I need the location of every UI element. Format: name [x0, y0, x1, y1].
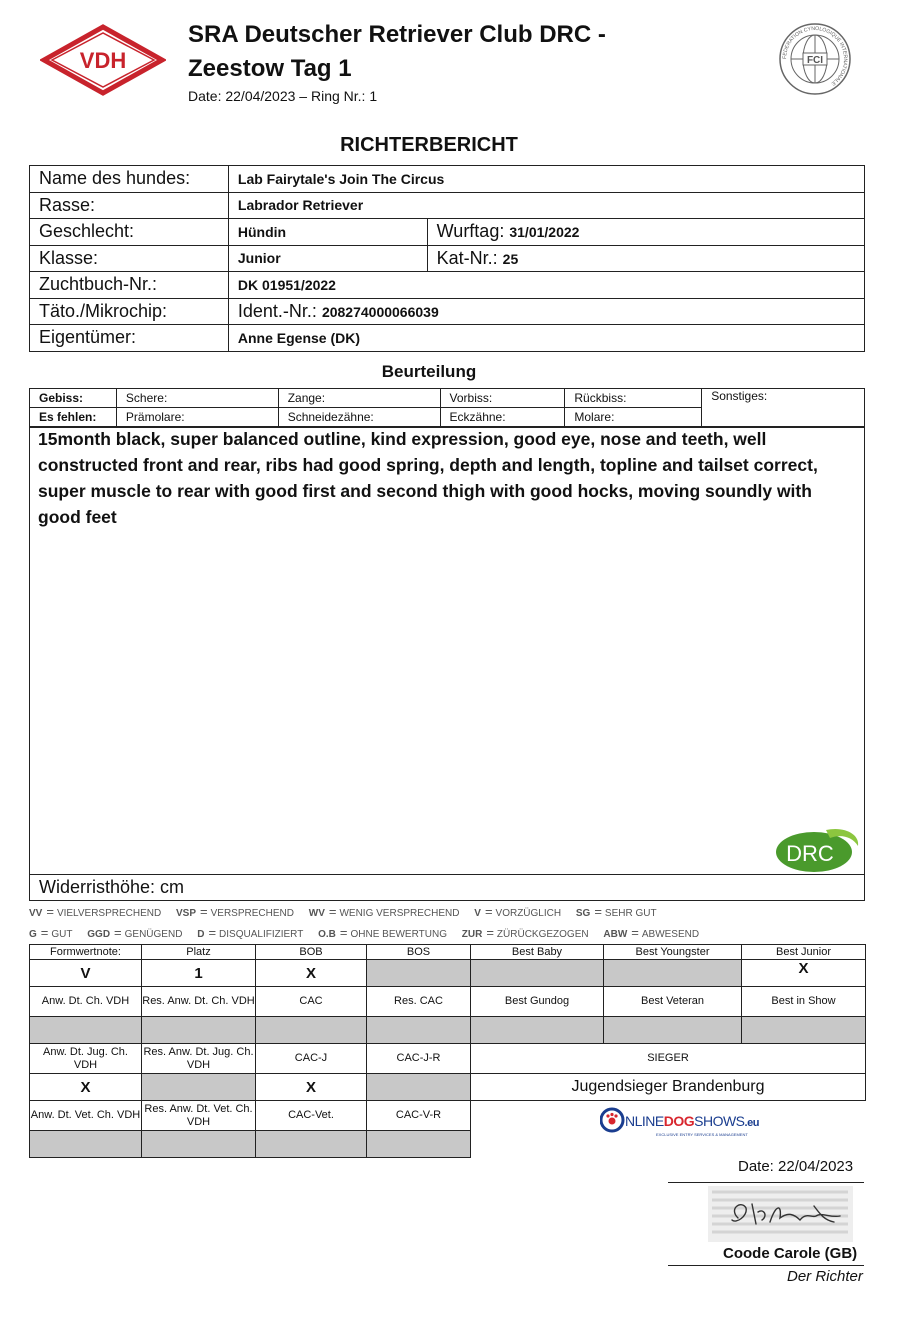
- best-veteran-header: Best Veteran: [604, 987, 742, 1017]
- cat-number: 25: [502, 250, 519, 267]
- cac-vet-header: CAC-Vet.: [256, 1101, 367, 1131]
- cac-v-r-value: [367, 1131, 471, 1158]
- bob-value: X: [256, 960, 367, 987]
- onlinedogshows-logo: [600, 1104, 780, 1140]
- table-row: [30, 945, 866, 960]
- table-row: [30, 192, 865, 219]
- platz-value: 1: [142, 960, 256, 987]
- eckzaehne-cell: Eckzähne:: [440, 408, 565, 427]
- dog-breed: Labrador Retriever: [228, 192, 864, 219]
- litter-label: Wurftag:: [436, 221, 505, 242]
- svg-text:VDH: VDH: [79, 48, 127, 73]
- schere-cell: Schere:: [116, 389, 278, 408]
- studbook-number: DK 01951/2022: [228, 272, 864, 299]
- fci-logo: [778, 22, 852, 96]
- height-field: Widerristhöhe: cm: [29, 874, 865, 901]
- table-row: [30, 272, 865, 299]
- best-junior-value: X: [742, 960, 866, 987]
- event-title: SRA Deutscher Retriever Club DRC - Zeestow Tag 1: [188, 21, 606, 82]
- sex-label: Geschlecht:: [30, 219, 229, 246]
- chip-label: Täto./Mikrochip:: [30, 298, 229, 325]
- res-anw-vet-header: Res. Anw. Dt. Vet. Ch. VDH: [142, 1101, 256, 1131]
- table-row: [30, 166, 865, 193]
- judge-signature: [708, 1186, 853, 1242]
- res-anw-dt-value: [142, 1017, 256, 1044]
- divider: [668, 1182, 864, 1183]
- litter-date: 31/01/2022: [509, 224, 580, 241]
- assessment-title: Beurteilung: [381, 362, 477, 381]
- cac-j-r-header: CAC-J-R: [367, 1044, 471, 1074]
- dog-name: Lab Fairytale's Join The Circus: [228, 166, 864, 193]
- molare-cell: Molare:: [565, 408, 702, 427]
- class-label: Klasse:: [30, 245, 229, 272]
- anw-jug-value: X: [30, 1074, 142, 1101]
- studbook-label: Zuchtbuch-Nr.:: [30, 272, 229, 299]
- rueckbiss-cell: Rückbiss:: [565, 389, 702, 408]
- ident-cell: [228, 298, 864, 325]
- cac-value: [256, 1017, 367, 1044]
- dog-class: Junior: [228, 245, 427, 272]
- anw-jug-header: Anw. Dt. Jug. Ch. VDH: [30, 1044, 142, 1074]
- table-row: [30, 325, 865, 352]
- ident-label: Ident.-Nr.:: [237, 300, 317, 321]
- dog-sex: Hündin: [228, 219, 427, 246]
- cac-vet-value: [256, 1131, 367, 1158]
- event-date-ring: Date: 22/04/2023 – Ring Nr.: 1: [188, 88, 378, 104]
- cac-j-r-value: [367, 1074, 471, 1101]
- signature-date: Date: 22/04/2023: [738, 1158, 854, 1175]
- res-cac-header: Res. CAC: [367, 987, 471, 1017]
- res-anw-jug-value: [142, 1074, 256, 1101]
- gebiss-label: Gebiss:: [30, 389, 117, 408]
- table-row: [30, 1044, 866, 1074]
- cat-cell: [427, 245, 864, 272]
- best-in-show-header: Best in Show: [742, 987, 866, 1017]
- legend-row-2: G = GUT GGD = GENÜGEND D = DISQUALIFIZIERT O.B = OHNE BEWERTUNG ZUR = ZÜRÜCKGEZOGEN ABW = ABWESEND: [29, 925, 700, 940]
- formwertnote-header: Formwertnote:: [30, 945, 142, 960]
- drc-logo: [774, 824, 862, 874]
- bos-header: BOS: [367, 945, 471, 960]
- best-baby-header: Best Baby: [471, 945, 604, 960]
- cac-j-header: CAC-J: [256, 1044, 367, 1074]
- name-label: Name des hundes:: [30, 166, 229, 193]
- res-anw-dt-header: Res. Anw. Dt. Ch. VDH: [142, 987, 256, 1017]
- table-row: [30, 245, 865, 272]
- svg-text:NLINEDOGSHOWS.eu: NLINEDOGSHOWS.eu: [625, 1113, 759, 1129]
- praemolare-cell: Prämolare:: [116, 408, 278, 427]
- judge-role: Der Richter: [787, 1268, 863, 1285]
- anw-dt-ch-value: [30, 1017, 142, 1044]
- es-fehlen-label: Es fehlen:: [30, 408, 117, 427]
- svg-text:DRC: DRC: [786, 841, 834, 866]
- res-anw-jug-header: Res. Anw. Dt. Jug. Ch. VDH: [142, 1044, 256, 1074]
- best-youngster-header: Best Youngster: [604, 945, 742, 960]
- res-anw-vet-value: [142, 1131, 256, 1158]
- vorbiss-cell: Vorbiss:: [440, 389, 565, 408]
- table-row: [30, 1074, 866, 1101]
- ident-number: 208274000066039: [321, 303, 439, 320]
- judge-name: Coode Carole (GB): [723, 1245, 858, 1262]
- report-title: RICHTERBERICHT: [340, 134, 518, 156]
- dog-info-table: [29, 165, 865, 352]
- bos-value: [367, 960, 471, 987]
- cat-label: Kat-Nr.:: [436, 247, 498, 268]
- dog-owner: Anne Egense (DK): [228, 325, 864, 352]
- table-row: [30, 1017, 866, 1044]
- best-baby-value: [471, 960, 604, 987]
- legend-row-1: VV = VIELVERSPRECHEND VSP = VERSPRECHEND WV = WENIG VERSPRECHEND V = VORZÜGLICH SG = SEHR GUT: [29, 904, 657, 919]
- anw-dt-ch-header: Anw. Dt. Ch. VDH: [30, 987, 142, 1017]
- table-row: [30, 987, 866, 1017]
- platz-header: Platz: [142, 945, 256, 960]
- res-cac-value: [367, 1017, 471, 1044]
- cac-j-value: X: [256, 1074, 367, 1101]
- vdh-logo: [40, 24, 166, 96]
- bob-header: BOB: [256, 945, 367, 960]
- owner-label: Eigentümer:: [30, 325, 229, 352]
- svg-text:FEDERATION CYNOLOGIQUE INTERNA: FEDERATION CYNOLOGIQUE INTERNATIONALE: [781, 25, 849, 87]
- formwertnote-value: V: [30, 960, 142, 987]
- table-row: [30, 389, 865, 408]
- cac-header: CAC: [256, 987, 367, 1017]
- critique-text: 15month black, super balanced outline, kind expression, good eye, nose and teeth, well constructed front and rear, ribs had good spring, depth and length, topline and tailset correct, super muscle to rear with good first and second thigh with good hocks, moving soundly with good feet: [38, 429, 818, 527]
- table-row: [30, 298, 865, 325]
- table-row: [30, 219, 865, 246]
- cac-v-r-header: CAC-V-R: [367, 1101, 471, 1131]
- sieger-header: SIEGER: [471, 1044, 866, 1074]
- best-youngster-value: [604, 960, 742, 987]
- teeth-table: [29, 388, 865, 427]
- schneidezaehne-cell: Schneidezähne:: [278, 408, 440, 427]
- sonstiges-cell: Sonstiges:: [702, 389, 865, 427]
- sieger-value: Jugendsieger Brandenburg: [471, 1074, 866, 1101]
- best-in-show-value: [742, 1017, 866, 1044]
- best-junior-header: Best Junior: [742, 945, 866, 960]
- divider: [668, 1265, 864, 1266]
- best-veteran-value: [604, 1017, 742, 1044]
- litter-cell: [427, 219, 864, 246]
- svg-text:EXCLUSIVE ENTRY SERVICES & MAN: EXCLUSIVE ENTRY SERVICES & MANAGEMENT: [656, 1132, 748, 1137]
- zange-cell: Zange:: [278, 389, 440, 408]
- best-gundog-header: Best Gundog: [471, 987, 604, 1017]
- table-row: [30, 960, 866, 987]
- anw-vet-header: Anw. Dt. Vet. Ch. VDH: [30, 1101, 142, 1131]
- anw-vet-value: [30, 1131, 142, 1158]
- breed-label: Rasse:: [30, 192, 229, 219]
- svg-text:FCI: FCI: [806, 55, 824, 66]
- best-gundog-value: [471, 1017, 604, 1044]
